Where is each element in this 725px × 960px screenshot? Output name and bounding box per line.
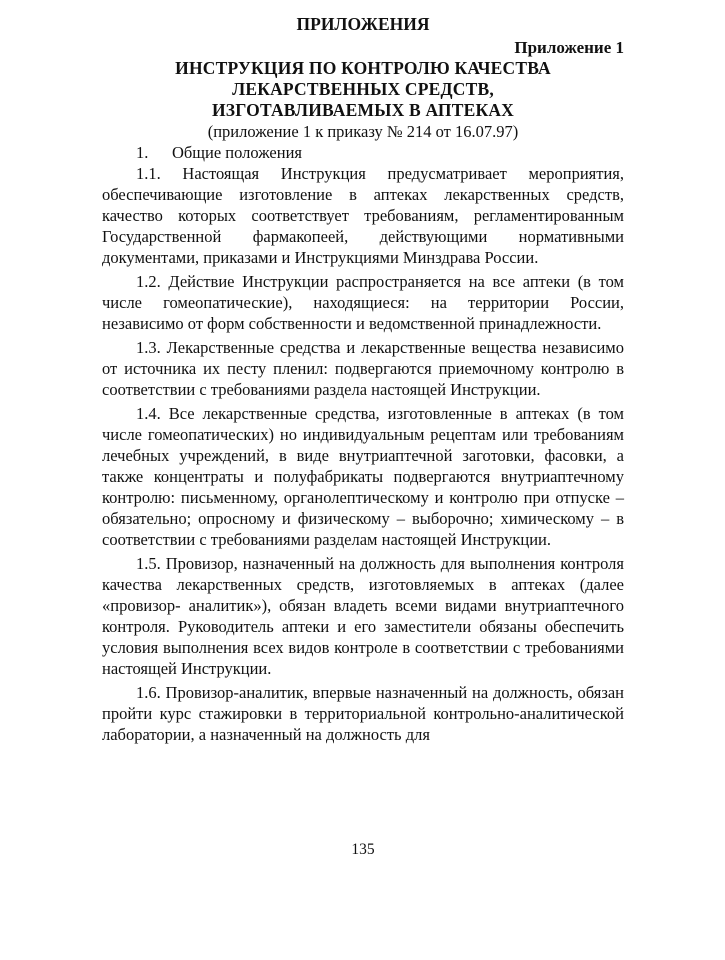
section-heading: ПРИЛОЖЕНИЯ (296, 14, 430, 34)
page-number: 135 (351, 841, 375, 858)
paragraph-1-1: 1.1. Настоящая Инструкция предусматривает мероприятия, обеспечивающие изготовление в аптеках лекарственных средств, качество которых соответствует требованиям, регламентированным Государственной фармакопеей, действующими нормативными документами, приказами и Инструкциями Минздрава России. (102, 164, 624, 267)
section-heading-general (136, 142, 624, 163)
paragraph-1-5: 1.5. Провизор, назначенный на должность для выполнения контроля качества лекарственных средств, изготовляемых в аптеках (далее «провизор- аналитик»), обязан владеть всеми видами внутриаптечного контроля. Руководитель аптеки и его заместители обязаны обеспечить условия выполнения всех видов контроле в соответствии с требованиями настоящей Инструкции. (102, 554, 624, 678)
paragraph-1-2: 1.2. Действие Инструкции распространяется на все аптеки (в том числе гомеопатические), находящиеся: на территории России, независимо от форм собственности и ведомственной принадлежности. (102, 272, 624, 333)
section-number: 1. (136, 143, 149, 162)
paragraph-1-3: 1.3. Лекарственные средства и лекарственные вещества независимо от источника их песту пленил: подвергаются приемочному контролю в соответствии с требованиями раздела настоящей Инструкции. (102, 338, 624, 399)
document-title (102, 58, 624, 121)
paragraph-1-6: 1.6. Провизор-аналитик, впервые назначенный на должность, обязан пройти курс стажировки в территориальной контрольно-аналитической лаборатории, а назначенный на должность для (102, 683, 624, 744)
document-page (102, 14, 624, 858)
document-subtitle: (приложение 1 к приказу № 214 от 16.07.97) (207, 122, 519, 141)
appendix-label: Приложение 1 (514, 38, 624, 57)
title-line-3: ИЗГОТАВЛИВАЕМЫХ В АПТЕКАХ (211, 100, 515, 120)
title-line-1: ИНСТРУКЦИЯ ПО КОНТРОЛЮ КАЧЕСТВА (175, 58, 551, 78)
section-title: Общие положения (172, 143, 302, 162)
title-line-2: ЛЕКАРСТВЕННЫХ СРЕДСТВ, (232, 79, 494, 99)
paragraph-1-4: 1.4. Все лекарственные средства, изготовленные в аптеках (в том числе гомеопатических) но индивидуальным рецептам или требованиям лечебных учреждений, в виде внутриаптечной заготовки, фасовки, а также концентраты и полуфабрикаты подвергаются внутриаптечному контролю: письменному, органолептическому и контролю при отпуске – обязательно; опросному и физическому – выборочно; химическому – в соответствии с требованиями разделам настоящей Инструкции. (102, 404, 624, 549)
